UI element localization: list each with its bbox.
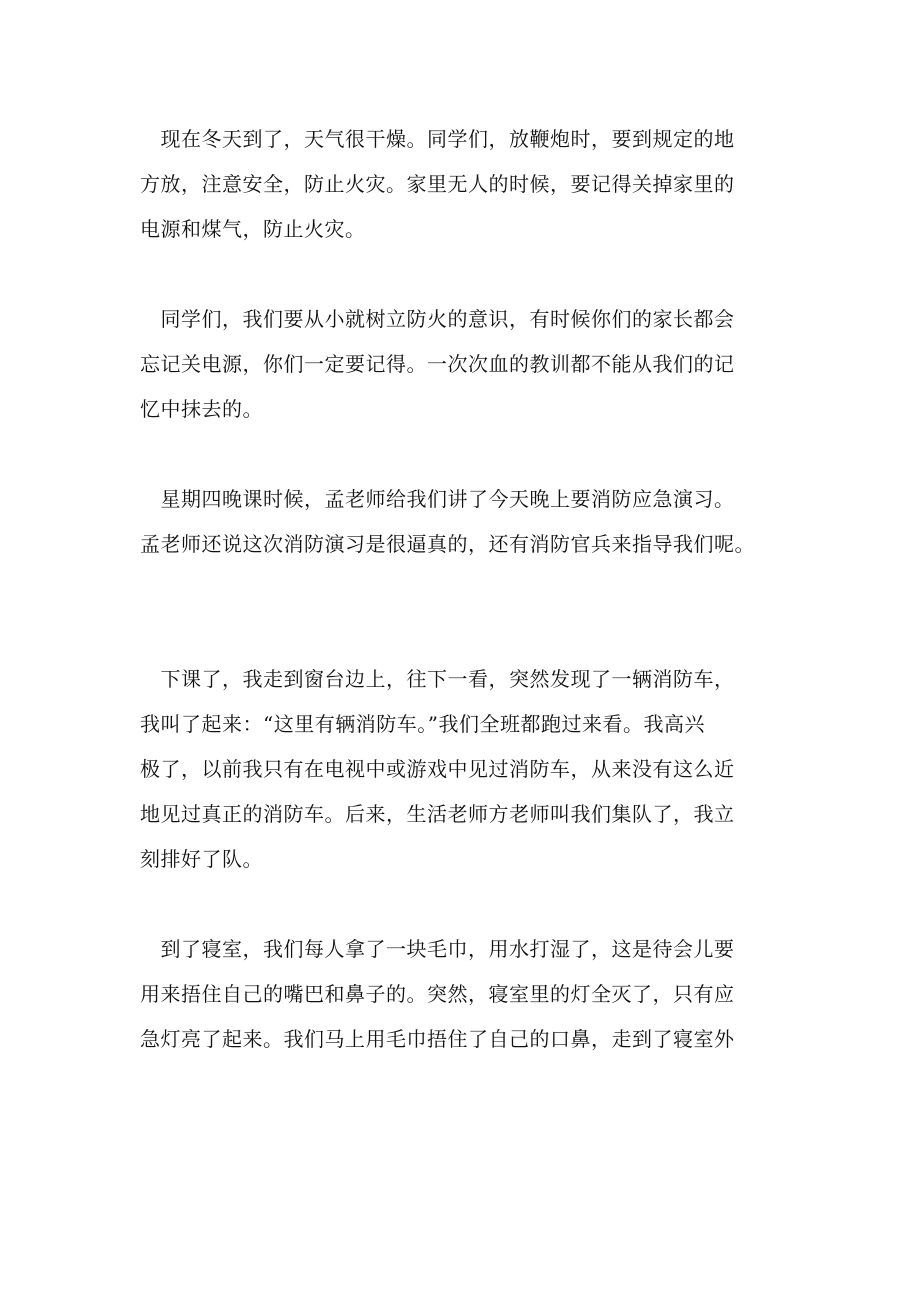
text-line: 孟老师还说这次消防演习是很逼真的，还有消防官兵来指导我们呢。	[140, 532, 755, 556]
text-line: 急灯亮了起来。我们马上用毛巾捂住了自己的口鼻，走到了寝室外	[140, 1027, 735, 1051]
text-line: 星期四晚课时候，孟老师给我们讲了今天晚上要消防应急演习。	[140, 487, 735, 511]
paragraph-4	[140, 657, 800, 882]
paragraph-5	[140, 927, 800, 1062]
text-line: 忘记关电源，你们一定要记得。一次次血的教训都不能从我们的记	[140, 352, 735, 376]
text-line: 到了寝室，我们每人拿了一块毛巾，用水打湿了，这是待会儿要	[140, 937, 735, 961]
document-body	[140, 117, 800, 1062]
text-line: 下课了，我走到窗台边上，往下一看，突然发现了一辆消防车，	[140, 667, 735, 691]
text-line: 我叫了起来：“这里有辆消防车。”我们全班都跑过来看。我高兴	[140, 712, 705, 736]
text-line: 地见过真正的消防车。后来，生活老师方老师叫我们集队了，我立	[140, 802, 735, 826]
text-line: 现在冬天到了，天气很干燥。同学们，放鞭炮时，要到规定的地	[140, 127, 735, 151]
paragraph-gap	[140, 432, 800, 477]
text-line: 用来捂住自己的嘴巴和鼻子的。突然，寝室里的灯全灭了，只有应	[140, 982, 735, 1006]
text-line: 忆中抹去的。	[140, 397, 263, 421]
paragraph-gap	[140, 567, 800, 657]
text-line: 电源和煤气，防止火灾。	[140, 217, 366, 241]
paragraph-gap	[140, 882, 800, 927]
paragraph-gap	[140, 252, 800, 297]
text-line: 同学们，我们要从小就树立防火的意识，有时候你们的家长都会	[140, 307, 735, 331]
text-line: 极了，以前我只有在电视中或游戏中见过消防车，从来没有这么近	[140, 757, 735, 781]
paragraph-2	[140, 297, 800, 432]
text-line: 方放，注意安全，防止火灾。家里无人的时候，要记得关掉家里的	[140, 172, 735, 196]
paragraph-3	[140, 477, 800, 567]
paragraph-1	[140, 117, 800, 252]
text-line: 刻排好了队。	[140, 847, 263, 871]
